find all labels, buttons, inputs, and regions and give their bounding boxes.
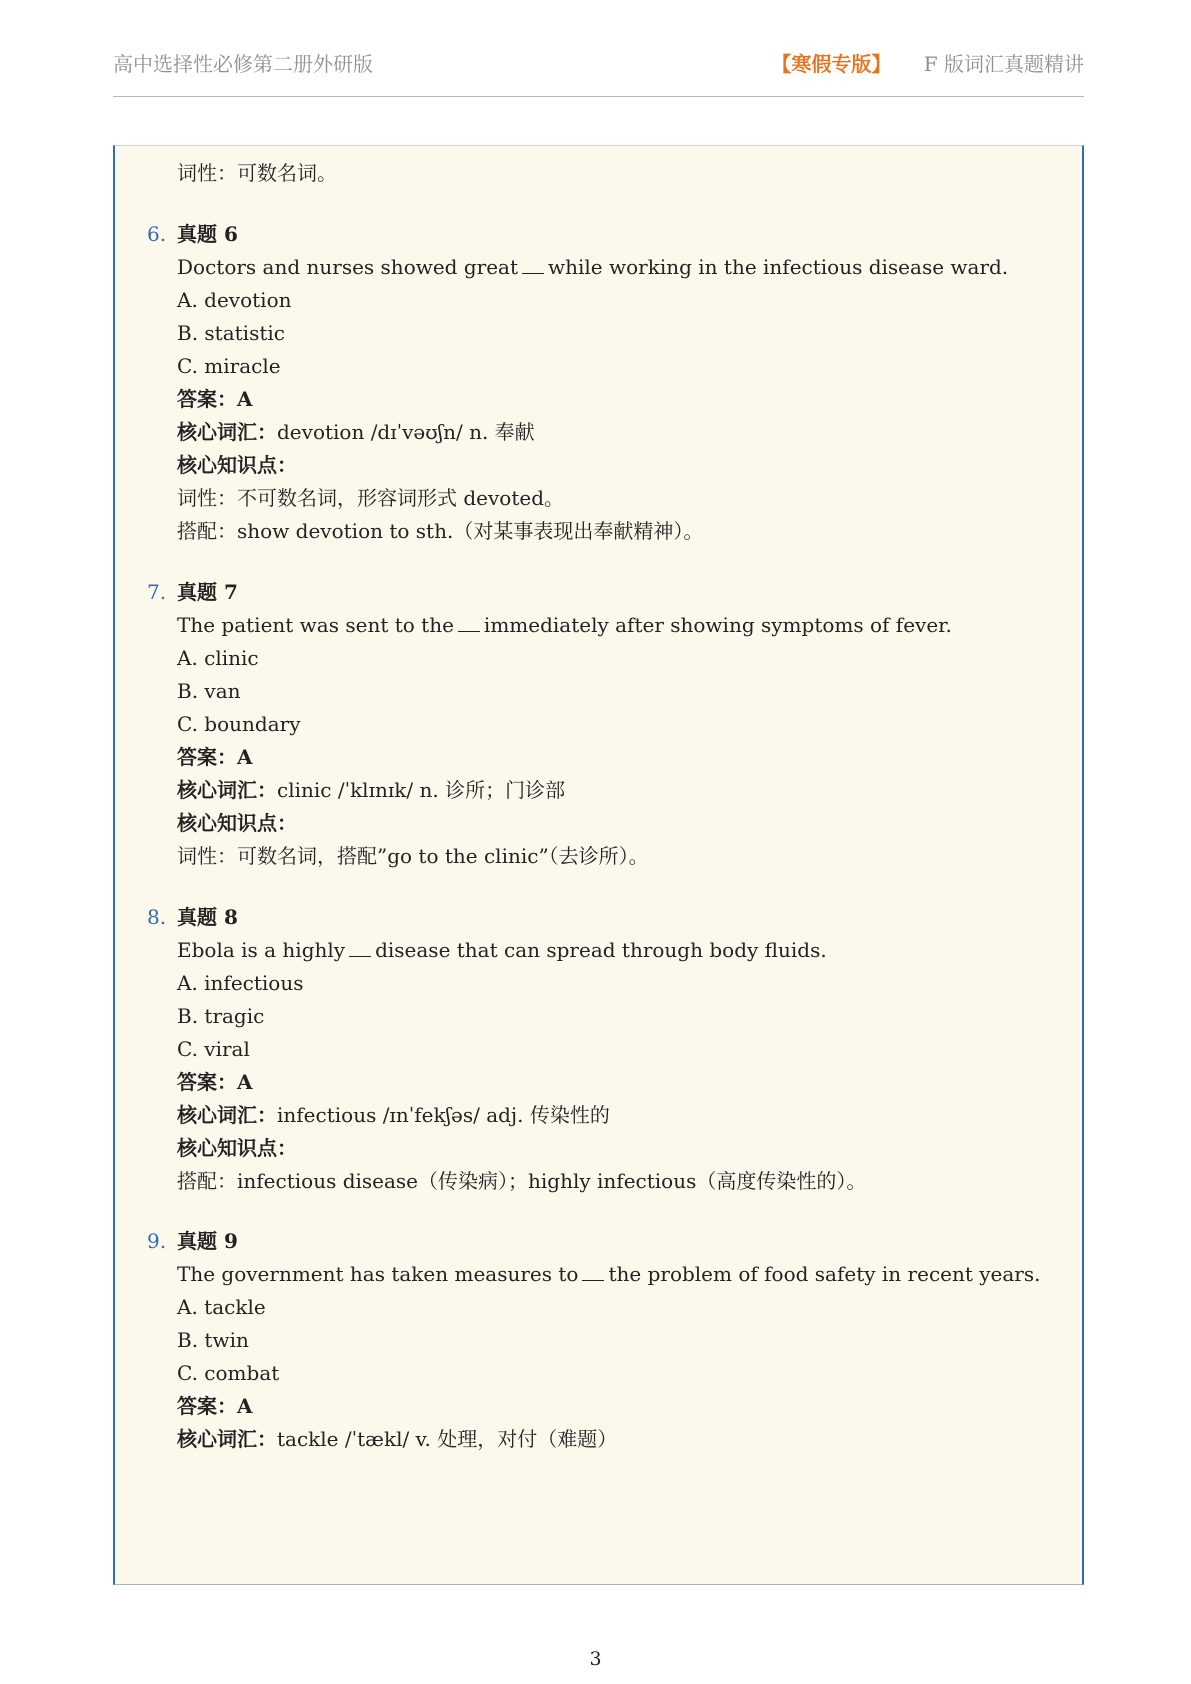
answer-line: 答案：A: [177, 1394, 253, 1418]
core-vocab-line: 核心词汇：devotion /dɪˈvəʊʃn/ n. 奉献: [177, 420, 535, 444]
option: A. tackle: [177, 1295, 266, 1319]
knowledge-heading: 核心知识点：: [177, 1136, 297, 1160]
question-stem: The government has taken measures to the problem of food safety in recent years.: [177, 1262, 1041, 1286]
part-of-speech-note: 词性：可数名词。: [177, 161, 337, 185]
option: A. clinic: [177, 646, 259, 670]
answer-line: 答案：A: [177, 387, 253, 411]
answer-line: 答案：A: [177, 1070, 253, 1094]
option: B. statistic: [177, 321, 285, 345]
answer-blank: [522, 255, 544, 274]
question-title: 真题 6: [177, 222, 238, 246]
option: B. van: [177, 679, 241, 703]
question-number: 9.: [147, 1229, 167, 1253]
option: B. twin: [177, 1328, 249, 1352]
question-number: 7.: [147, 580, 167, 604]
content-box: [113, 145, 1084, 1585]
question-stem: Ebola is a highly disease that can spread through body fluids.: [177, 938, 827, 962]
answer-blank: [582, 1262, 604, 1281]
header-right: [771, 48, 1084, 77]
question-title: 真题 7: [177, 580, 238, 604]
option: C. viral: [177, 1037, 250, 1061]
question-number: 6.: [147, 222, 167, 246]
core-vocab-line: 核心词汇：infectious /ɪnˈfekʃəs/ adj. 传染性的: [177, 1103, 610, 1127]
answer-blank: [349, 938, 371, 957]
option: C. boundary: [177, 712, 301, 736]
option: C. miracle: [177, 354, 281, 378]
option: A. infectious: [177, 971, 304, 995]
question-stem: The patient was sent to the immediately after showing symptoms of fever.: [177, 613, 952, 637]
question-stem: Doctors and nurses showed great while working in the infectious disease ward.: [177, 255, 1009, 279]
question-title: 真题 8: [177, 905, 238, 929]
knowledge-note: 词性：不可数名词，形容词形式 devoted。: [177, 486, 565, 510]
core-vocab-line: 核心词汇：tackle /ˈtækl/ v. 处理，对付（难题）: [177, 1427, 618, 1451]
page-number: 3: [589, 1648, 602, 1670]
option: A. devotion: [177, 288, 292, 312]
question-title: 真题 9: [177, 1229, 238, 1253]
knowledge-note: 词性：可数名词，搭配”go to the clinic”（去诊所）。: [177, 844, 649, 868]
answer-line: 答案：A: [177, 745, 253, 769]
question-number: 8.: [147, 905, 167, 929]
knowledge-note: 搭配：infectious disease（传染病）；highly infectious（高度传染性的）。: [177, 1169, 867, 1193]
answer-blank: [458, 613, 480, 632]
edition-label: 【寒假专版】: [771, 52, 892, 76]
knowledge-note: 搭配：show devotion to sth.（对某事表现出奉献精神）。: [177, 519, 704, 543]
knowledge-heading: 核心知识点：: [177, 811, 297, 835]
option: C. combat: [177, 1361, 280, 1385]
core-vocab-line: 核心词汇：clinic /ˈklɪnɪk/ n. 诊所；门诊部: [177, 778, 566, 802]
page-header: [113, 44, 1084, 97]
section-title: F 版词汇真题精讲: [923, 52, 1084, 76]
book-title: 高中选择性必修第二册外研版: [113, 52, 373, 76]
option: B. tragic: [177, 1004, 265, 1028]
knowledge-heading: 核心知识点：: [177, 453, 297, 477]
